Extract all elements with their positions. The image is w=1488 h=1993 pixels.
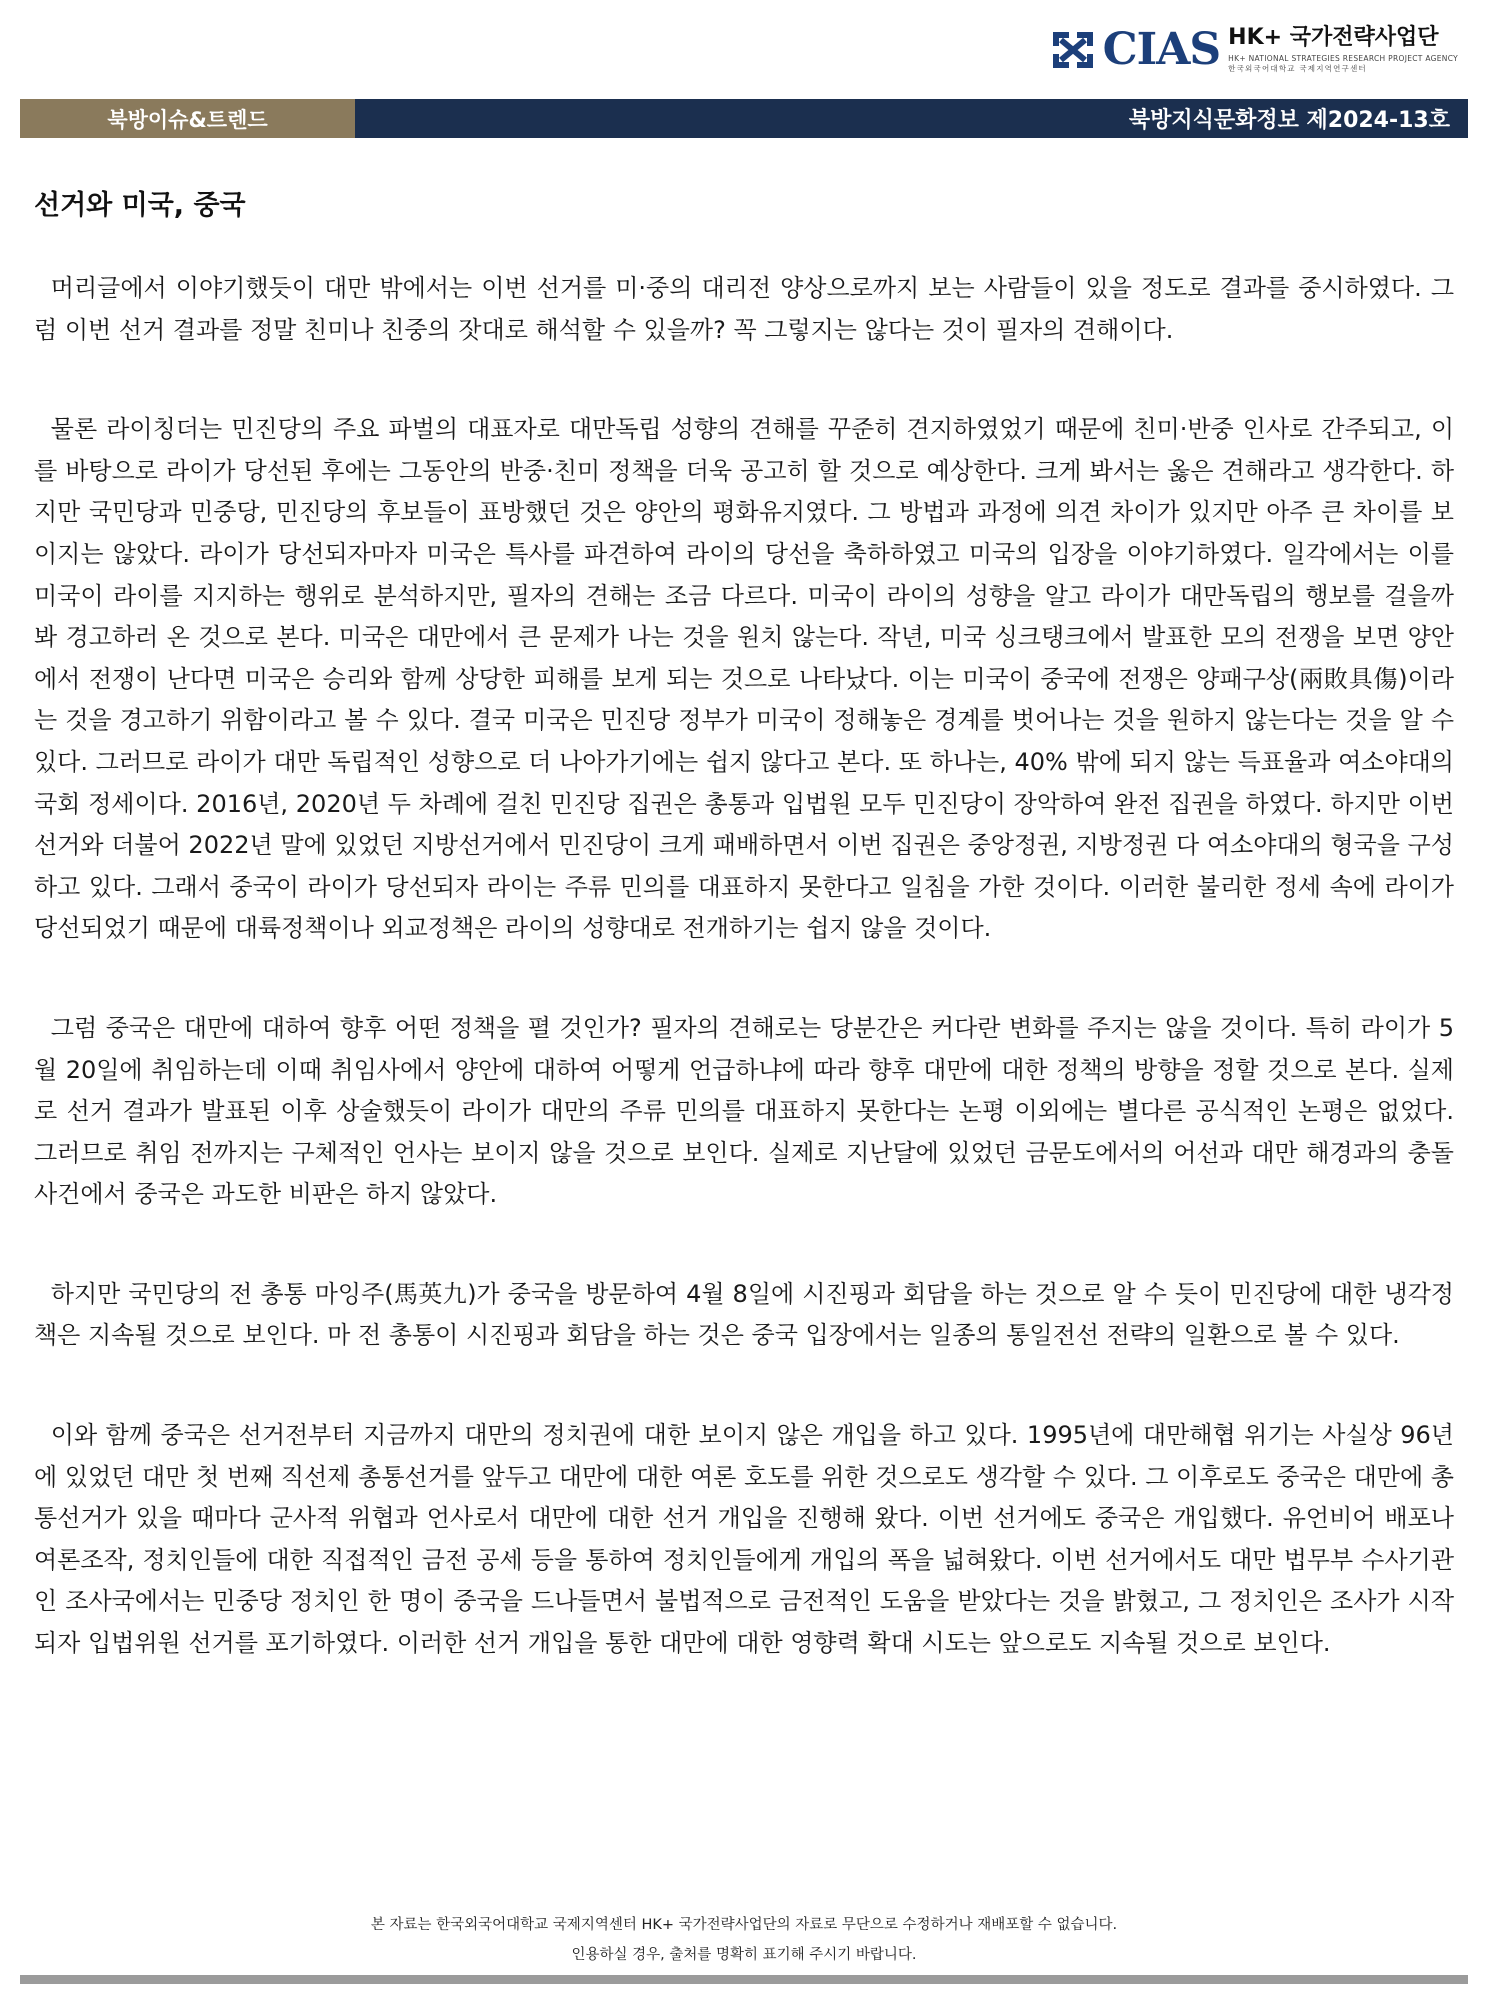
logo-cias-text: CIAS — [1102, 24, 1221, 75]
footer-line-citation: 인용하실 경우, 출처를 명확히 표기해 주시기 바랍니다. — [571, 1947, 917, 1963]
paragraph: 물론 라이칭더는 민진당의 주요 파벌의 대표자로 대만독립 성향의 견해를 꾸준히 견지하였었기 때문에 친미·반중 인사로 간주되고, 이를 바탕으로 라이가 당선된 후에는 그동안의 반중·친미 정책을 더욱 공고히 할 것으로 예상한다. 크게 봐서는 옳은 견해라고 생각한다. 하지만 국민당과 민중당, 민진당의 후보들이 표방했던 것은 양안의 평화유지였다. 그 방법과 과정에 의견 차이가 있지만 아주 큰 차이를 보이지는 않았다. 라이가 당선되자마자 미국은 특사를 파견하여 라이의 당선을 축하하였고 미국의 입장을 이야기하였다. 일각에서는 이를 미국이 라이를 지지하는 행위로 분석하지만, 필자의 견해는 조금 다르다. 미국이 라이의 성향을 알고 라이가 대만독립의 행보를 걸을까 봐 경고하러 온 것으로 본다. 미국은 대만에서 큰 문제가 나는 것을 원치 않는다. 작년, 미국 싱크탱크에서 발표한 모의 전쟁을 보면 양안에서 전쟁이 난다면 미국은 승리와 함께 상당한 피해를 보게 되는 것으로 나타났다. 이는 미국이 중국에 전쟁은 양패구상(兩敗具傷)이라는 것을 경고하기 위함이라고 볼 수 있다. 결국 미국은 민진당 정부가 미국이 정해놓은 경계를 벗어나는 것을 원하지 않는다는 것을 알 수 있다. 그러므로 라이가 대만 독립적인 성향으로 더 나아가기에는 쉽지 않다고 본다. 또 하나는, 40% 밖에 되지 않는 득표율과 여소야대의 국회 정세이다. 2016년, 2020년 두 차례에 걸친 민진당 집권은 총통과 입법원 모두 민진당이 장악하여 완전 집권을 하였다. 하지만 이번 선거와 더불어 2022년 말에 있었던 지방선거에서 민진당이 크게 패배하면서 이번 집권은 중앙정권, 지방정권 다 여소야대의 형국을 구성하고 있다. 그래서 중국이 라이가 당선되자 라이는 주류 민의를 대표하지 못한다고 일침을 가한 것이다. 이러한 불리한 정세 속에 라이가 당선되었기 때문에 대륙정책이나 외교정책은 라이의 성향대로 전개하기는 쉽지 않을 것이다. — [34, 415, 1454, 943]
logo-subtitle-en: HK+ NATIONAL STRATEGIES RESEARCH PROJECT AGENCY — [1228, 53, 1458, 63]
article-body — [34, 268, 1454, 1723]
paragraph: 그럼 중국은 대만에 대하여 향후 어떤 정책을 펼 것인가? 필자의 견해로는 당분간은 커다란 변화를 주지는 않을 것이다. 특히 라이가 5월 20일에 취임하는데 이때 취임사에서 양안에 대하여 어떻게 언급하냐에 따라 향후 대만에 대한 정책의 방향을 정할 것으로 본다. 실제로 선거 결과가 발표된 이후 상술했듯이 라이가 대만의 주류 민의를 대표하지 못한다는 논평 이외에는 별다른 공식적인 논평은 없었다. 그러므로 취임 전까지는 구체적인 언사는 보이지 않을 것으로 보인다. 실제로 지난달에 있었던 금문도에서의 어선과 대만 해경과의 충돌사건에서 중국은 과도한 비판은 하지 않았다. — [34, 1013, 1454, 1209]
footer-line-copyright: 본 자료는 한국외국어대학교 국제지역센터 HK+ 국가전략사업단의 자료로 무단으로 수정하거나 재배포할 수 없습니다. — [370, 1917, 1118, 1933]
logo-title: HK+ 국가전략사업단 — [1228, 25, 1439, 51]
cias-emblem-icon — [1047, 24, 1099, 76]
category-label: 북방이슈&트렌드 — [20, 99, 355, 138]
logo-subtitle-ko: 한국외국어대학교 국제지역연구센터 — [1228, 63, 1367, 73]
footer-notice — [0, 1910, 1488, 1970]
paragraph: 머리글에서 이야기했듯이 대만 밖에서는 이번 선거를 미·중의 대리전 양상으로까지 보는 사람들이 있을 정도로 결과를 중시하였다. 그럼 이번 선거 결과를 정말 친미나 친중의 잣대로 해석할 수 있을까? 꼭 그렇지는 않다는 것이 필자의 견해이다. — [34, 274, 1454, 344]
section-title: 선거와 미국, 중국 — [34, 190, 246, 221]
publication-label: 북방지식문화정보 제2024-13호 — [355, 99, 1468, 138]
paragraph: 이와 함께 중국은 선거전부터 지금까지 대만의 정치권에 대한 보이지 않은 개입을 하고 있다. 1995년에 대만해협 위기는 사실상 96년에 있었던 대만 첫 번째 직선제 총통선거를 앞두고 대만에 대한 여론 호도를 위한 것으로도 생각할 수 있다. 그 이후로도 중국은 대만에 총통선거가 있을 때마다 군사적 위협과 언사로서 대만에 대한 선거 개입을 진행해 왔다. 이번 선거에도 중국은 개입했다. 유언비어 배포나 여론조작, 정치인들에 대한 직접적인 금전 공세 등을 통하여 정치인들에게 개입의 폭을 넓혀왔다. 이번 선거에서도 대만 법무부 수사기관인 조사국에서는 민중당 정치인 한 명이 중국을 드나들면서 불법적으로 금전적인 도움을 받았다는 것을 밝혔고, 그 정치인은 조사가 시작되자 입법위원 선거를 포기하였다. 이러한 선거 개입을 통한 대만에 대한 영향력 확대 시도는 앞으로도 지속될 것으로 보인다. — [34, 1421, 1454, 1658]
bottom-divider — [20, 1975, 1468, 1984]
header-band — [20, 99, 1468, 138]
paragraph: 하지만 국민당의 전 총통 마잉주(馬英九)가 중국을 방문하여 4월 8일에 시진핑과 회담을 하는 것으로 알 수 듯이 민진당에 대한 냉각정책은 지속될 것으로 보인다. 마 전 총통이 시진핑과 회담을 하는 것은 중국 입장에서는 일종의 통일전선 전략의 일환으로 볼 수 있다. — [34, 1279, 1454, 1350]
cias-logo — [1047, 24, 1458, 76]
